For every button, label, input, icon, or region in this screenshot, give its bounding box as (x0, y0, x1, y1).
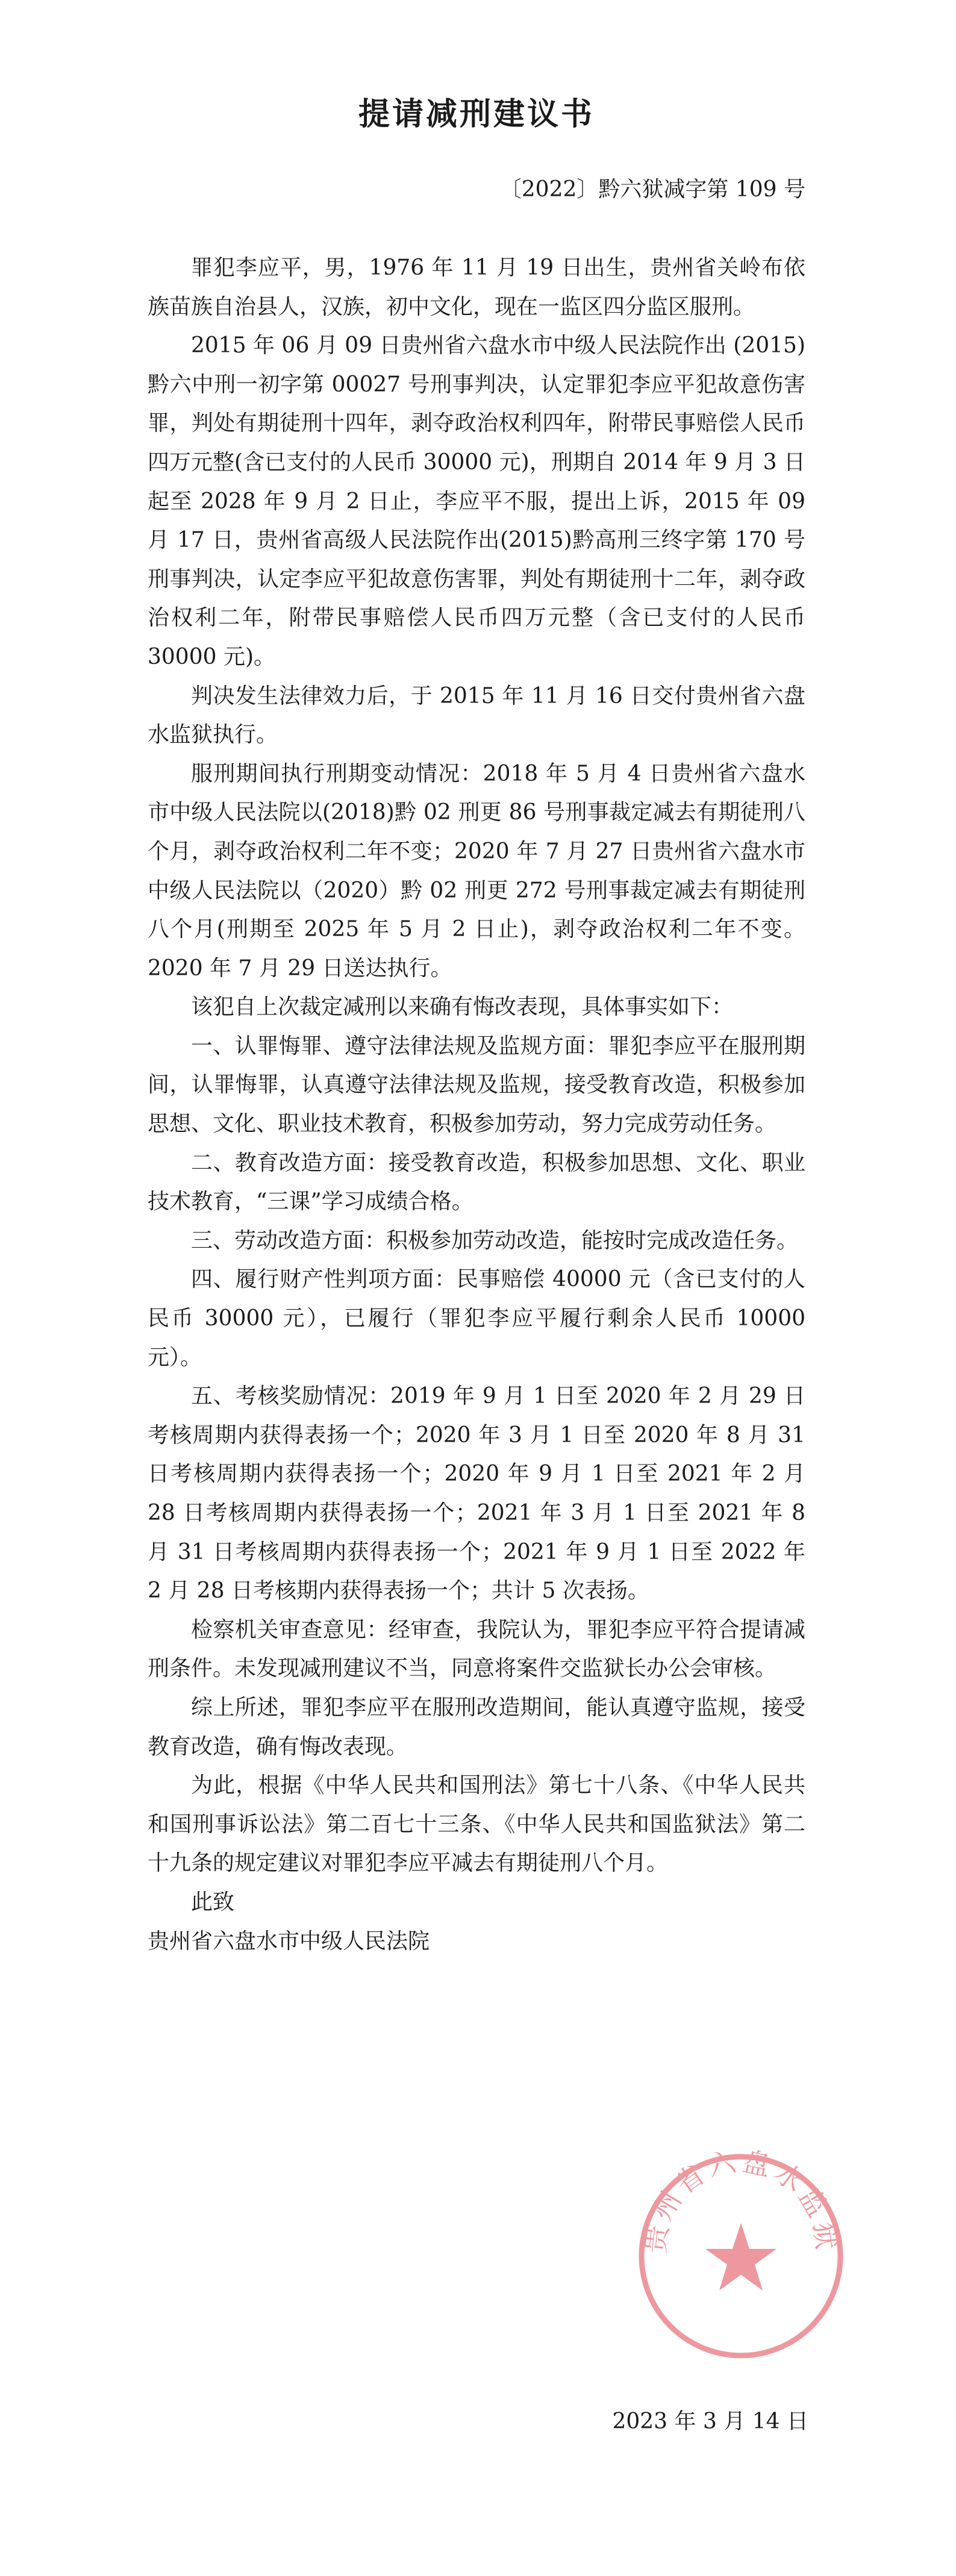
seal-star (705, 2223, 776, 2290)
paragraph-original-judgment: 2015 年 06 月 09 日贵州省六盘水市中级人民法院作出 (2015)黔六中刑一初字第 00027 号刑事判决，认定罪犯李应平犯故意伤害罪，判处有期徒刑十四年，剥夺政治权利四年，附带民事赔偿人民币四万元整(含已支付的人民币 30000 元)，刑期自 2014 年 9 月 3 日起至 2028 年 9 月 2 日止，李应平不服，提出上诉，2015 年 09 月 17 日，贵州省高级人民法院作出(2015)黔高刑三终字第 170 号刑事判决，认定李应平犯故意伤害罪，判处有期徒刑十二年，剥夺政治权利二年，附带民事赔偿人民币四万元整（含已支付的人民币 30000 元)。 (148, 333, 805, 669)
paragraph-criminal-info: 罪犯李应平，男，1976 年 11 月 19 日出生，贵州省关岭布依族苗族自治县人，汉族，初中文化，现在一监区四分监区服刑。 (148, 255, 805, 319)
paragraph-point-3: 三、劳动改造方面：积极参加劳动改造，能按时完成改造任务。 (191, 1228, 799, 1253)
paragraph-salutation: 此致 (191, 1889, 235, 1915)
paragraph-summary: 综上所述，罪犯李应平在服刑改造期间，能认真遵守监规，接受教育改造，确有悔改表现。 (148, 1695, 805, 1759)
paragraph-repentance-intro: 该犯自上次裁定减刑以来确有悔改表现，具体事实如下： (191, 995, 734, 1020)
paragraph-sentence-changes: 服刑期间执行刑期变动情况：2018 年 5 月 4 日贵州省六盘水市中级人民法院以(2018)黔 02 刑更 86 号刑事裁定减去有期徒刑八个月，剥夺政治权利二年不变；2020 年 7 月 27 日贵州省六盘水市中级人民法院以（2020）黔 02 刑更 272 号刑事裁定减去有期徒刑八个月(刑期至 2025 年 5 月 2 日止)，剥夺政治权利二年不变。2020 年 7 月 29 日送达执行。 (148, 761, 805, 981)
paragraph-execution: 判决发生法律效力后，于 2015 年 11 月 16 日交付贵州省六盘水监狱执行。 (148, 683, 805, 748)
paragraph-legal-basis: 为此，根据《中华人民共和国刑法》第七十八条、《中华人民共和国刑事诉讼法》第二百七十三条、《中华人民共和国监狱法》第二十九条的规定建议对罪犯李应平减去有期徒刑八个月。 (148, 1773, 805, 1876)
paragraph-point-4: 四、履行财产性判项方面：民事赔偿 40000 元（含已支付的人民币 30000 元），已履行（罪犯李应平履行剩余人民币 10000 元）。 (148, 1267, 805, 1370)
paragraph-point-2: 二、教育改造方面：接受教育改造，积极参加思想、文化、职业技术教育，“三课”学习成绩合格。 (148, 1150, 805, 1215)
document-title: 提请减刑建议书 (358, 96, 595, 133)
paragraph-point-1: 一、认罪悔罪、遵守法律法规及监规方面：罪犯李应平在服刑期间，认罪悔罪，认真遵守法律法规及监规，接受教育改造，积极参加思想、文化、职业技术教育，积极参加劳动，努力完成劳动任务。 (148, 1033, 805, 1137)
seal-text: 贵州省六盘水监狱 (639, 2148, 843, 2255)
paragraph-procuratorate-opinion: 检察机关审查意见：经审查，我院认为，罪犯李应平符合提请减刑条件。未发现减刑建议不当，同意将案件交监狱长办公会审核。 (148, 1617, 805, 1681)
official-seal-icon (633, 2148, 849, 2365)
document-number: 〔2022〕黔六狱减字第 109 号 (499, 177, 805, 202)
paragraph-point-5: 五、考核奖励情况：2019 年 9 月 1 日至 2020 年 2 月 29 日考核周期内获得表扬一个；2020 年 3 月 1 日至 2020 年 8 月 31 日考核周期内获得表扬一个；2020 年 9 月 1 日至 2021 年 2 月 28 日考核周期内获得表扬一个；2021 年 3 月 1 日至 2021 年 8 月 31 日考核周期内获得表扬一个；2021 年 9 月 1 日至 2022 年 2 月 28 日考核期内获得表扬一个；共计 5 次表扬。 (148, 1384, 805, 1604)
recipient: 贵州省六盘水市中级人民法院 (148, 1928, 430, 1954)
document-date: 2023 年 3 月 14 日 (612, 2409, 808, 2434)
document-body (148, 249, 805, 1961)
